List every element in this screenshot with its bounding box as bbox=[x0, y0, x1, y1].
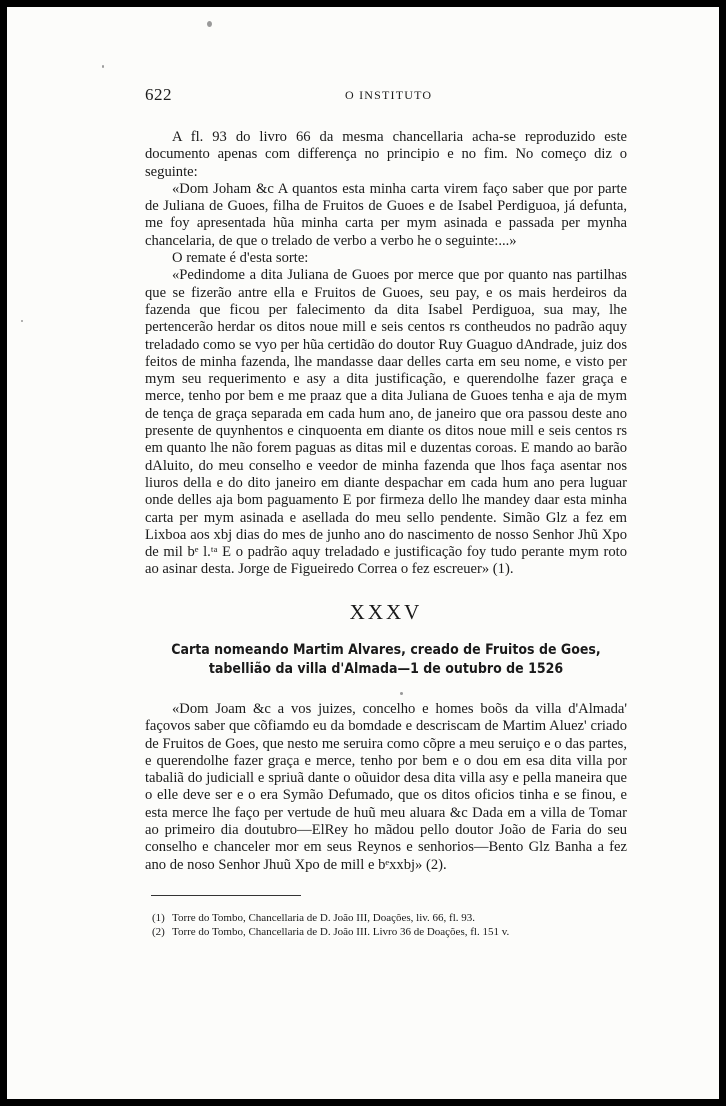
document-text bbox=[145, 701, 627, 874]
scan-speck bbox=[21, 320, 23, 322]
paragraph: A fl. 93 do livro 66 da mesma chancellaria acha-se reproduzido este documento apenas com differença no principio e no fim. No começo diz o seguinte: bbox=[145, 129, 627, 180]
footnote-number: (2) bbox=[152, 925, 165, 938]
document-title bbox=[169, 641, 603, 679]
body-text bbox=[145, 129, 627, 579]
running-title: O INSTITUTO bbox=[345, 88, 433, 102]
footnote-text: Torre do Tombo, Chancellaria de D. João III, Doações, liv. 66, fl. 93. bbox=[172, 912, 476, 924]
scan-speck bbox=[400, 692, 403, 695]
footnote bbox=[145, 912, 627, 926]
footnote bbox=[145, 926, 627, 940]
footnotes bbox=[145, 912, 627, 939]
document-title-line: Carta nomeando Martim Alvares, creado de Fruitos de Goes, bbox=[171, 642, 601, 658]
paragraph: «Dom Joam &c a vos juizes, concelho e homes boõs da villa d'Almada' façovos saber que cõfiamdo eu da bomdade e descriscam de Martim Aluez' criado de Fruitos de Goes, que nesto me seruira como cõpre a meu seruiço e o das partes, e querendolhe fazer graça e merce, tenho por bem e o dou em esa dita villa por tabaliã do judiciall e spriuã dante o oũuidor desa dita villa asy e pella maneira que o elle deve ser e o era Symão Defumado, que os ditos oficios tinha e se finou, e esta merce lhe faço per vertude de huũ meu aluara &c Dada em a villa de Tomar ao primeiro dia doutubro—ElRey ho mãdou pello doutor João de Faria do seu conselho e chanceler mor em seus Reynos e senhorios—Bento Glz Banha a fez ano de noso Senhor Jhuũ Xpo de mill e bᵉxxbj» (2). bbox=[145, 701, 627, 873]
page-number: 622 bbox=[145, 85, 172, 104]
footnote-number: (1) bbox=[152, 912, 165, 924]
document-title-line: tabellião da villa d'Almada—1 de outubro de 1526 bbox=[208, 661, 564, 677]
footnote-text: Torre do Tombo, Chancellaria de D. João III. Livro 36 de Doações, fl. 151 v. bbox=[172, 925, 510, 938]
section-number: XXXV bbox=[349, 600, 423, 624]
scan-speck bbox=[102, 65, 104, 68]
paragraph: «Dom Joham &c A quantos esta minha carta virem faço saber que por parte de Juliana de Guoes, filha de Fruitos de Guoes e de Isabel Perdiguoa, já defunta, me foy apresentada hũa minha carta per mym asinada e passada per mynha chancelaria, de que o trelado de verbo a verbo he o seguinte:...» bbox=[145, 180, 627, 249]
running-head bbox=[145, 85, 627, 107]
footnote-divider bbox=[151, 895, 301, 896]
scan-speck bbox=[207, 21, 212, 27]
paragraph: O remate é d'esta sorte: bbox=[172, 250, 309, 267]
scanned-page bbox=[7, 7, 719, 1099]
paragraph: «Pedindome a dita Juliana de Guoes por merce que por quanto nas partilhas que se fizerão antre ella e Fruitos de Guoes, seu pay, e os mais herdeiros da fazenda que ficou per falecimento da dita Isabel Perdiguoa, sua may, lhe pertencerão herdar os ditos noue mill e seis centos rs contheudos no padrão aquy treladado como se vyo per hũa certidão do doutor Ruy Guaguo dAndrade, juiz dos feitos de minha fazenda, lhe mandasse daar delles carta em seu nome, e visto per mym seu requerimento e asy a dita justificação, e querendolhe fazer graça e merce, tenho por bem e me praaz que a dita Juliana de Guoes tenha e aja de mym de tença de graça separada em cada hum ano, de janeiro que ora passou deste ano presente de quynhentos e cinquoenta em diante os ditos noue mill e seis centos rs em quanto lhe não forem paguas as ditas mil e duzentas coroas. E mando ao barão dAluito, do meu conselho e veedor de minha fazenda que lhos faça asentar nos liuros della e do dito janeiro em diante despachar em cada hum ano pera luguar onde delles aja bom paguamento E por firmeza dello lhe mandey daar esta minha carta per mym asinada e asellada do meu sello pendente. Simão Glz a fez em Lixboa aos xbj dias do mes de junho ano do nascimento de nosso Senhor Jhũ Xpo de mil bᵉ l.ᵗᵃ E o padrão aquy treladado e justificação foy tudo perante mym roto ao asinar desta. Jorge de Figueiredo Correa o fez escreuer» (1). bbox=[145, 267, 627, 578]
